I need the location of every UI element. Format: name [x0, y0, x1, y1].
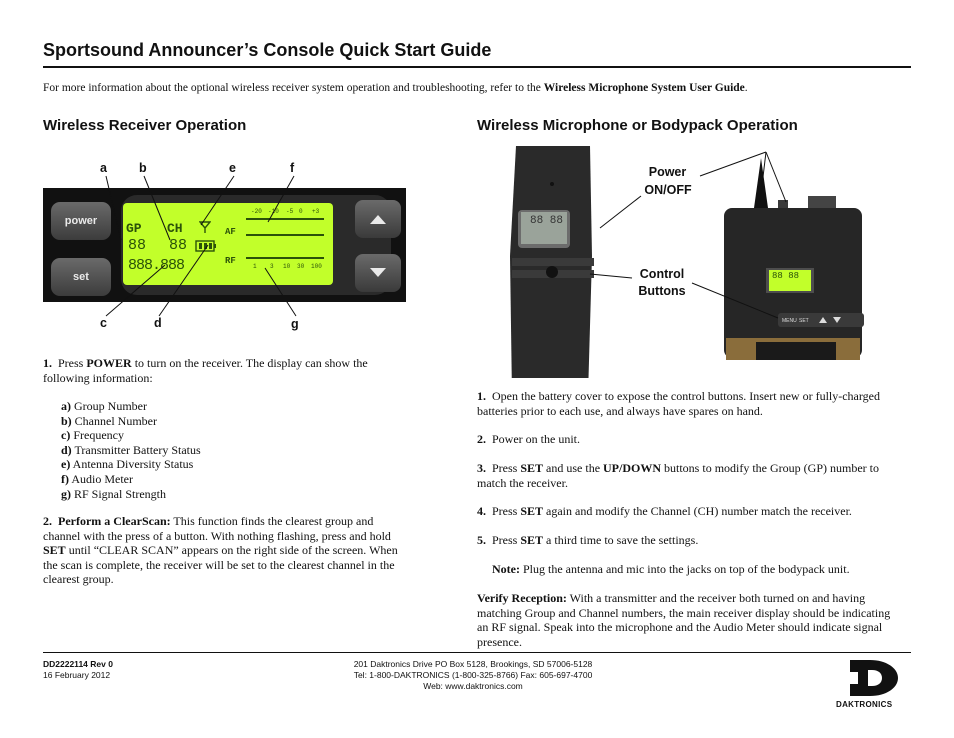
- receiver-power-button: power: [51, 202, 111, 240]
- callout-c: c: [100, 316, 107, 330]
- lcd-gp-label: GP: [126, 221, 142, 236]
- lcd-frequency-digits: 888.888: [128, 257, 185, 274]
- step-text: and use the: [543, 461, 604, 475]
- mic-note: [492, 562, 902, 577]
- user-guide-reference: Wireless Microphone System User Guide: [543, 82, 745, 94]
- microphone-heading: Wireless Microphone or Bodypack Operation: [477, 117, 798, 134]
- step-text: Press: [492, 533, 521, 547]
- company-phone: Tel: 1-800-DAKTRONICS (1-800-325-8766) Fax: 605-697-4700: [353, 670, 593, 680]
- footer-doc-info: [43, 659, 113, 681]
- step-text: again and modify the Channel (CH) number match the receiver.: [543, 504, 852, 518]
- lcd-af-label: AF: [225, 227, 236, 237]
- lcd-ch-label: CH: [167, 221, 183, 236]
- page-title: Sportsound Announcer’s Console Quick Start Guide: [43, 40, 492, 60]
- item-text: RF Signal Strength: [74, 486, 167, 501]
- callout-b: b: [139, 161, 147, 175]
- verify-reception: [477, 591, 897, 649]
- mic-step-2: [477, 432, 897, 447]
- step-number: 2.: [43, 514, 52, 528]
- item-key: a): [61, 399, 71, 413]
- step-text: Press: [58, 356, 87, 370]
- mic-step-1: [477, 389, 897, 418]
- receiver-set-button: set: [51, 258, 111, 296]
- pack-menu-button: MENU: [782, 318, 797, 324]
- rf-scale-tick: 1: [253, 263, 257, 270]
- footer-rule: [43, 652, 911, 653]
- af-scale-tick: -5: [286, 208, 294, 215]
- item-key: g): [61, 486, 71, 501]
- step-text: This function finds the clearest group and channel with the press of a button. With nothing flashing, press and hold: [43, 514, 391, 543]
- rf-scale-tick: 30: [297, 263, 305, 270]
- mic-step-3: [477, 461, 897, 490]
- callout-d: d: [154, 316, 162, 330]
- mic-step-4: [477, 504, 897, 519]
- af-scale-tick: +3: [312, 208, 320, 215]
- verify-text: With a transmitter and the receiver both turned on and having matching Group and Channel numbers, the main receiver display should be indicating an RF signal. Speak into the microphone and the Audio Meter should indicate signal presence.: [477, 591, 891, 649]
- document-date: 16 February 2012: [43, 670, 111, 680]
- lcd-group-digits: 88: [128, 237, 147, 254]
- step-number: 3.: [477, 461, 486, 475]
- callout-f: f: [290, 161, 295, 175]
- receiver-heading: Wireless Receiver Operation: [43, 117, 247, 134]
- verify-label: Verify Reception:: [477, 591, 567, 605]
- intro-body: For more information about the optional wireless receiver system operation and troubleshooting, refer to the: [43, 82, 544, 94]
- item-text: Transmitter Battery Status: [74, 442, 201, 457]
- callout-a: a: [100, 161, 107, 175]
- step-number: 5.: [477, 533, 486, 547]
- set-key-text: SET: [43, 543, 66, 558]
- af-scale-tick: -20: [251, 208, 262, 215]
- power-key-text: POWER: [86, 356, 132, 370]
- control-buttons-label-line2: Buttons: [638, 284, 686, 298]
- item-key: b): [61, 413, 72, 428]
- step-text: Open the battery cover to expose the control buttons. Insert new or fully-charged batteries prior to each use, and always have spares on hand.: [477, 389, 880, 418]
- step-number: 1.: [43, 356, 52, 370]
- item-text: Group Number: [74, 399, 147, 413]
- company-address: 201 Daktronics Drive PO Box 5128, Brookings, SD 57006-5128: [353, 659, 593, 669]
- up-down-key-text: UP/DOWN: [603, 461, 662, 475]
- set-key-text: SET: [520, 533, 544, 547]
- lcd-rf-label: RF: [225, 256, 236, 266]
- step-text: to turn on the receiver. The display can show the following information:: [43, 356, 368, 385]
- company-web: Web: www.daktronics.com: [423, 681, 523, 691]
- item-key: c): [61, 428, 71, 443]
- step-text: Press: [492, 504, 521, 518]
- rf-scale-tick: 3: [270, 263, 274, 270]
- item-text: Audio Meter: [71, 471, 133, 486]
- mic-step-5: [477, 533, 897, 548]
- step-number: 1.: [477, 389, 486, 403]
- mic-lcd-digits: 88 88: [530, 215, 564, 227]
- item-key: d): [61, 442, 72, 457]
- set-key-text: SET: [520, 461, 544, 475]
- clearscan-title: Perform a ClearScan:: [58, 514, 171, 528]
- daktronics-logo-icon: [846, 660, 902, 696]
- step-text: Power on the unit.: [492, 432, 580, 446]
- step-number: 2.: [477, 432, 486, 446]
- daktronics-logo-text: DAKTRONICS: [836, 700, 893, 709]
- step-text: until “CLEAR SCAN” appears on the right side of the screen. When the scan is complete, the receiver will be set to the clearest channel in the clearest group.: [43, 543, 398, 587]
- note-text: Plug the antenna and mic into the jacks on top of the bodypack unit.: [519, 562, 850, 576]
- callout-g: g: [291, 317, 299, 331]
- step-text: a third time to save the settings.: [543, 533, 699, 547]
- item-text: Antenna Diversity Status: [72, 457, 194, 472]
- control-buttons-label-line1: Control: [639, 267, 685, 281]
- pack-lcd-digits: 88 88: [772, 271, 800, 281]
- note-label: Note:: [492, 562, 520, 576]
- intro-end: .: [744, 82, 748, 94]
- callout-e: e: [229, 161, 236, 175]
- footer-contact: [310, 659, 636, 692]
- step-text: Press: [492, 461, 521, 475]
- set-key-text: SET: [520, 504, 544, 518]
- step-number: 4.: [477, 504, 486, 518]
- rf-scale-tick: 10: [283, 263, 291, 270]
- power-onoff-label-line2: ON/OFF: [644, 183, 692, 197]
- item-key: f): [61, 471, 69, 486]
- step-text: buttons to modify the Group (GP) number to match the receiver.: [477, 461, 879, 490]
- af-scale-tick: -10: [268, 208, 279, 215]
- rf-scale-tick: 100: [311, 263, 322, 270]
- item-text: Channel Number: [74, 413, 157, 428]
- pack-set-button: SET: [799, 318, 809, 324]
- item-key: e): [61, 457, 71, 472]
- document-id: DD2222114 Rev 0: [43, 659, 113, 669]
- lcd-channel-digits: 88: [169, 237, 188, 254]
- item-text: Frequency: [73, 428, 124, 443]
- power-onoff-label-line1: Power: [648, 165, 687, 179]
- af-scale-tick: 0: [299, 208, 303, 215]
